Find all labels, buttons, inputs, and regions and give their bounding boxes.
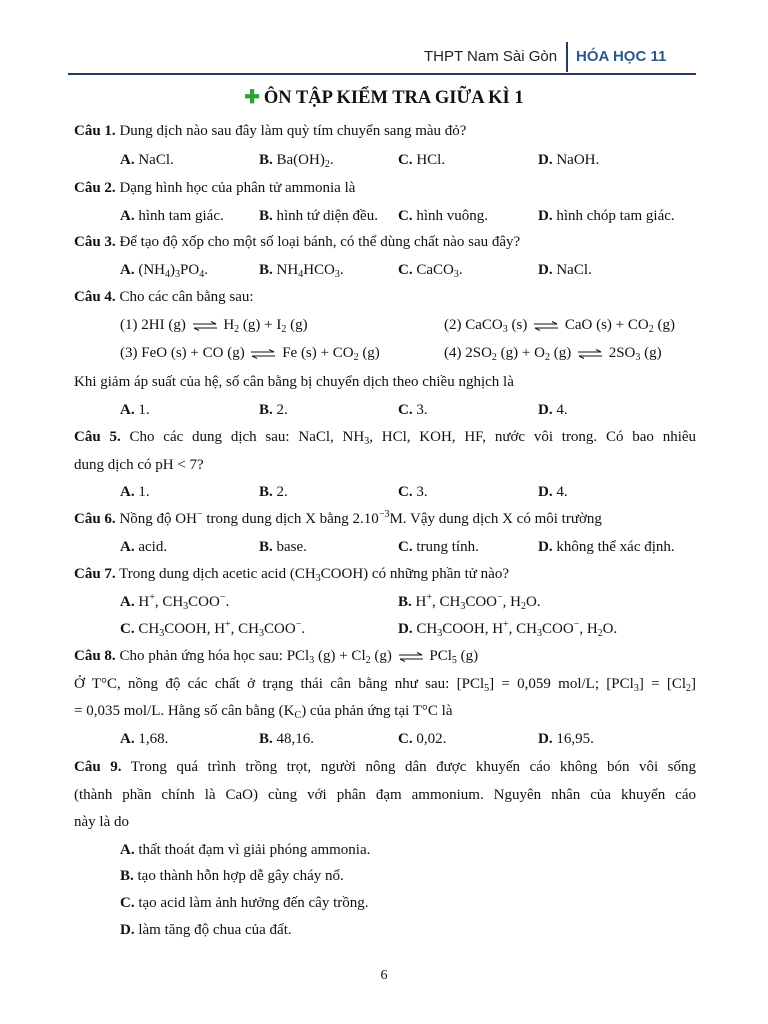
plus-bullet-icon: ✚ — [244, 88, 260, 108]
q9-option-b: B. tạo thành hỗn hợp dễ gây cháy nổ. — [120, 868, 344, 884]
q8-option-b: B. 48,16. — [259, 731, 315, 747]
question-9: Câu 9. Trong quá trình trồng trọt, người nông dân được khuyến cáo không bón vôi sống — [74, 759, 696, 775]
q5-option-d: D. 4. — [538, 484, 568, 500]
q8-option-c: C. 0,02. — [398, 731, 447, 747]
q1-option-b: B. $Ba(OH)_2$. — [259, 152, 334, 170]
page-title — [0, 87, 768, 109]
q4-option-b: B. 2. — [259, 402, 288, 418]
page-number: 6 — [380, 968, 388, 983]
header-subject: HÓA HỌC 11 — [576, 48, 667, 65]
q1-option-a: A. NaCl. — [120, 152, 174, 168]
equilibrium-3: (3) FeO (s) + CO (g) Fe $(s) + CO_2$ (g) — [120, 345, 380, 363]
page-title-text: ÔN TẬP KIỂM TRA GIỮA KÌ 1 — [263, 88, 524, 108]
q2-option-c: C. hình vuông. — [398, 208, 489, 224]
q1-option-d: D. NaOH. — [538, 152, 600, 168]
q3-option-c: C. CaCO$_3$. — [398, 262, 463, 280]
q7-option-b: B. H+, $CH_3COO^-$, $H_2O$. — [398, 592, 541, 612]
q9-option-d: D. làm tăng độ chua của đất. — [120, 922, 292, 938]
header-school: THPT Nam Sài Gòn — [424, 48, 558, 65]
equilibrium-1: (1) 2HI (g) $H_2$ $(g) + I_2$ (g) — [120, 317, 308, 335]
question-1: Câu 1. Dung dịch nào sau đây làm quỳ tím chuyển sang màu đỏ? — [74, 123, 467, 139]
question-9-line-3: này là do — [74, 814, 129, 830]
q3-option-d: D. NaCl. — [538, 262, 592, 278]
q7-option-a: A. H+, $CH_3COO^-$. — [120, 592, 230, 612]
equilibrium-arrow-icon — [398, 652, 424, 662]
q7-option-c: C. $CH_3COOH$, H+, $CH_3COO^-$. — [120, 619, 306, 639]
q8-option-a: A. 1,68. — [120, 731, 169, 747]
q6-option-a: A. acid. — [120, 539, 168, 555]
header-separator — [566, 42, 568, 72]
q5-option-b: B. 2. — [259, 484, 288, 500]
question-4-ask: Khi giảm áp suất của hệ, số cân bằng bị chuyển dịch theo chiều nghịch là — [74, 374, 514, 390]
question-2: Câu 2. Dạng hình học của phân tử ammonia là — [74, 180, 356, 196]
question-3: Câu 3. Để tạo độ xốp cho một số loại bánh, có thể dùng chất nào sau đây? — [74, 234, 521, 250]
q5-option-c: C. 3. — [398, 484, 428, 500]
q6-option-c: C. trung tính. — [398, 539, 479, 555]
q7-option-d: D. $CH_3COOH$, H+, $CH_3COO^-$, $H_2O$. — [398, 619, 618, 639]
equilibrium-arrow-icon — [192, 321, 218, 331]
q6-option-d: D. không thể xác định. — [538, 539, 675, 555]
q3-option-b: B. $NH_4HCO_3$. — [259, 262, 344, 280]
q3-option-a: A. $(NH_4)_3PO_4$. — [120, 262, 208, 280]
question-6: Câu 6. Nồng độ OH− trong dung dịch X bằng $2.10^{-3}M$. Vậy dung dịch X có môi trường — [74, 509, 602, 527]
q2-option-d: D. hình chóp tam giác. — [538, 208, 675, 224]
question-7: Câu 7. Trong dung dịch acetic acid $(CH_3COOH)$ có những phần tử nào? — [74, 566, 509, 584]
question-8-line-3: = 0,035 mol/L. Hằng số cân bằng $(K_C)$ của phản ứng tại T°C là — [74, 703, 453, 721]
equilibrium-arrow-icon — [250, 349, 276, 359]
q4-option-c: C. 3. — [398, 402, 428, 418]
question-9-line-2: (thành phần chính là CaO) cùng với phân đạm ammonium. Nguyên nhân của khuyến cáo — [74, 787, 696, 803]
q2-option-a: A. hình tam giác. — [120, 208, 224, 224]
q8-option-d: D. 16,95. — [538, 731, 594, 747]
q6-option-b: B. base. — [259, 539, 307, 555]
q1-option-c: C. HCl. — [398, 152, 446, 168]
equilibrium-2: (2) CaCO$_3$ (s) CaO $(s) + CO_2$ (g) — [444, 317, 675, 335]
q4-option-a: A. 1. — [120, 402, 150, 418]
q9-option-a: A. thất thoát đạm vì giải phóng ammonia. — [120, 842, 371, 858]
q5-option-a: A. 1. — [120, 484, 150, 500]
question-5-cont: dung dịch có pH < 7? — [74, 457, 204, 473]
q4-option-d: D. 4. — [538, 402, 568, 418]
q9-option-c: C. tạo acid làm ảnh hưởng đến cây trồng. — [120, 895, 369, 911]
header-rule — [68, 73, 696, 75]
question-5: Câu 5. Cho các dung dịch sau: NaCl, $NH_3$, HCl, KOH, HF, nước vôi trong. Có bao nhiêu — [74, 429, 697, 447]
equilibrium-arrow-icon — [577, 349, 603, 359]
equilibrium-arrow-icon — [533, 321, 559, 331]
equilibrium-4: (4) $2SO_2$ $(g) + O_2$ (g) $2SO_3$ (g) — [444, 345, 662, 363]
q2-option-b: B. hình tứ diện đều. — [259, 208, 378, 224]
question-8: Câu 8. Cho phản ứng hóa học sau: PCl$_3$ $(g) + Cl_2$ (g) PCl$_5$ (g) — [74, 648, 479, 666]
question-4: Câu 4. Cho các cân bằng sau: — [74, 289, 254, 305]
question-8-line-2: Ở T°C, nồng độ các chất ở trạng thái cân bằng như sau: [PCl$_5$] = 0,059 mol/L; $[PCl_3] = [Cl_2]$ — [74, 676, 696, 694]
